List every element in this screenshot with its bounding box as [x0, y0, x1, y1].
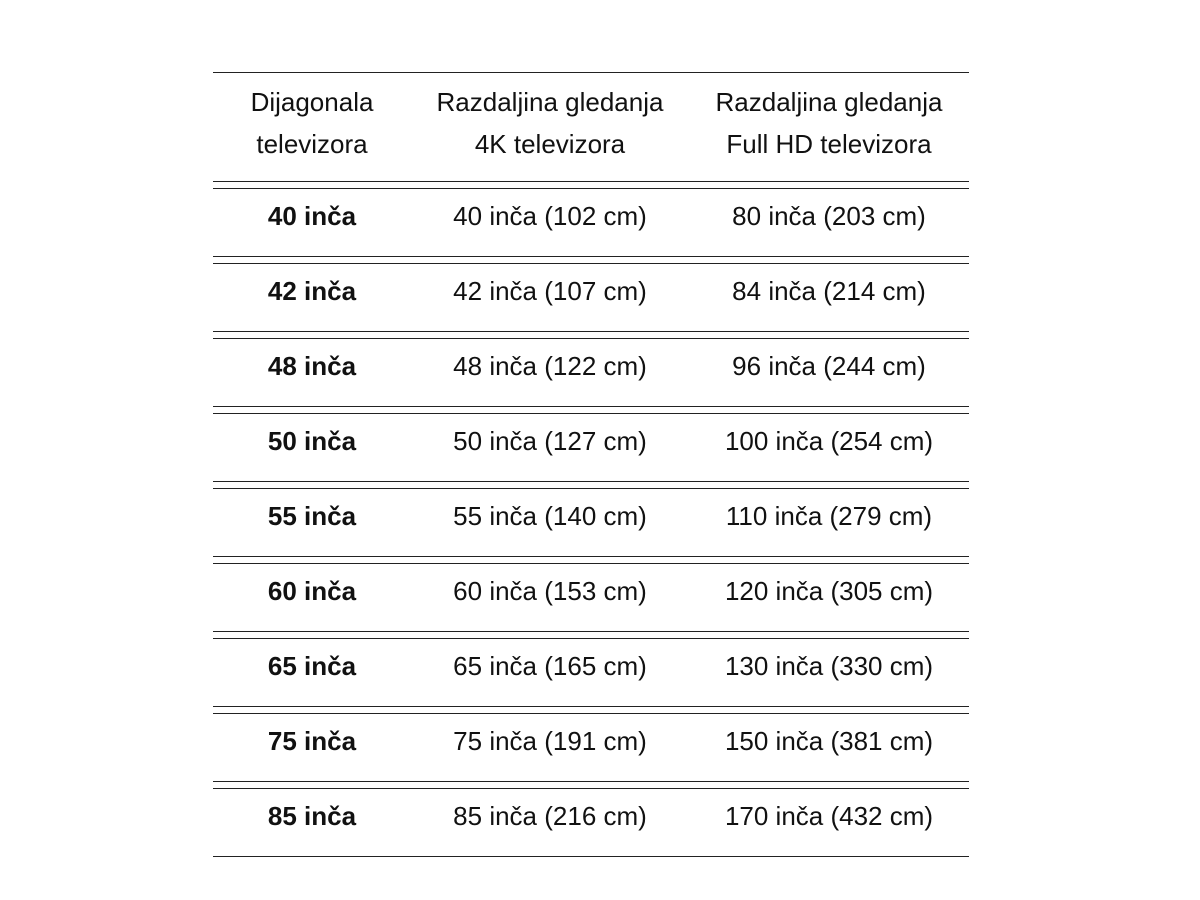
cell-fullhd-distance: 100 inča (254 cm) [724, 426, 934, 456]
table-header [213, 73, 969, 182]
cell-diagonal: 75 inča [267, 726, 357, 756]
cell-diagonal: 40 inča [267, 201, 357, 231]
cell-diagonal: 60 inča [267, 576, 357, 606]
table-row [213, 188, 969, 257]
cell-4k-distance: 50 inča (127 cm) [453, 426, 647, 456]
table-row [213, 263, 969, 332]
cell-4k-distance: 75 inča (191 cm) [453, 726, 647, 756]
cell-diagonal: 85 inča [267, 801, 357, 831]
cell-diagonal: 50 inča [267, 426, 357, 456]
header-diagonal [213, 73, 411, 181]
header-fullhd-line-1: Razdaljina gledanja [715, 87, 943, 117]
cell-fullhd-distance: 110 inča (279 cm) [725, 501, 933, 531]
cell-4k-distance: 40 inča (102 cm) [453, 201, 647, 231]
cell-4k-distance: 48 inča (122 cm) [453, 351, 647, 381]
cell-diagonal: 55 inča [267, 501, 357, 531]
header-diagonal-line-2: televizora [256, 129, 368, 159]
cell-fullhd-distance: 80 inča (203 cm) [732, 201, 926, 231]
cell-4k-distance: 60 inča (153 cm) [453, 576, 647, 606]
table-row [213, 788, 969, 857]
cell-fullhd-distance: 84 inča (214 cm) [732, 276, 926, 306]
header-4k-line-2: 4K televizora [474, 129, 626, 159]
cell-diagonal: 42 inča [267, 276, 357, 306]
header-diagonal-line-1: Dijagonala [250, 87, 374, 117]
table-row [213, 488, 969, 557]
cell-fullhd-distance: 120 inča (305 cm) [724, 576, 934, 606]
cell-fullhd-distance: 130 inča (330 cm) [724, 651, 934, 681]
header-fullhd-distance [689, 73, 969, 181]
table-row [213, 713, 969, 782]
cell-diagonal: 65 inča [267, 651, 357, 681]
cell-4k-distance: 42 inča (107 cm) [453, 276, 647, 306]
table-row [213, 338, 969, 407]
table-row [213, 638, 969, 707]
cell-diagonal: 48 inča [267, 351, 357, 381]
viewing-distance-table [213, 72, 969, 857]
table-row [213, 563, 969, 632]
cell-fullhd-distance: 150 inča (381 cm) [724, 726, 934, 756]
header-fullhd-line-2: Full HD televizora [726, 129, 932, 159]
cell-fullhd-distance: 96 inča (244 cm) [732, 351, 926, 381]
cell-4k-distance: 65 inča (165 cm) [453, 651, 647, 681]
cell-4k-distance: 85 inča (216 cm) [453, 801, 647, 831]
table-row [213, 413, 969, 482]
header-4k-line-1: Razdaljina gledanja [436, 87, 664, 117]
table-body [213, 188, 969, 857]
cell-4k-distance: 55 inča (140 cm) [453, 501, 647, 531]
header-4k-distance [411, 73, 689, 181]
cell-fullhd-distance: 170 inča (432 cm) [724, 801, 934, 831]
